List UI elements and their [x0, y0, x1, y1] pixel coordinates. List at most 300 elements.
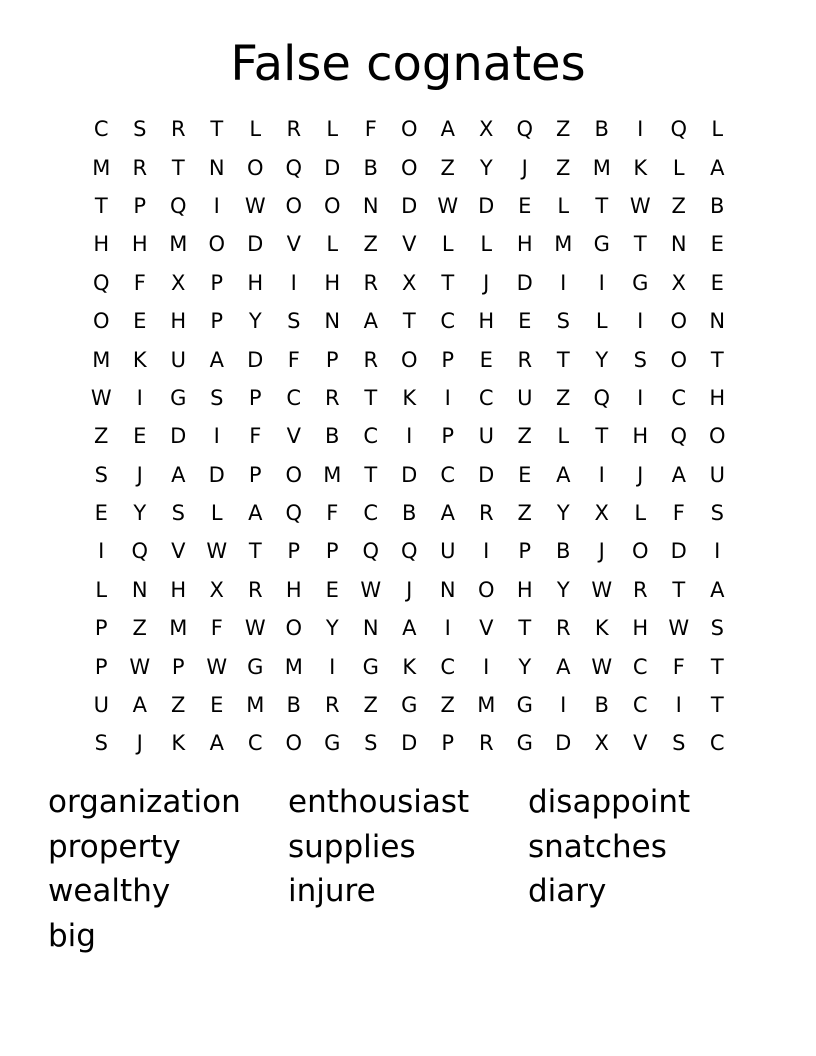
- puzzle-letter: I: [598, 270, 605, 295]
- puzzle-letter: M: [477, 693, 496, 718]
- puzzle-letter: T: [248, 539, 262, 564]
- puzzle-letter: B: [286, 693, 301, 718]
- puzzle-letter: I: [213, 193, 220, 218]
- puzzle-letter: X: [479, 117, 494, 142]
- puzzle-letter: D: [170, 424, 187, 449]
- puzzle-letter: E: [133, 424, 147, 449]
- puzzle-letter: F: [364, 117, 377, 142]
- puzzle-letter: J: [136, 731, 143, 756]
- puzzle-letter: A: [440, 501, 455, 526]
- puzzle-letter: J: [136, 462, 143, 487]
- puzzle-letter: A: [363, 309, 378, 334]
- puzzle-letter: I: [444, 385, 451, 410]
- puzzle-letter: S: [287, 309, 301, 334]
- puzzle-letter: E: [518, 309, 532, 334]
- puzzle-letter: J: [598, 539, 605, 564]
- puzzle-letter: B: [402, 501, 417, 526]
- puzzle-letter: H: [324, 270, 341, 295]
- puzzle-letter: G: [516, 731, 533, 756]
- puzzle-letter: G: [593, 232, 610, 257]
- puzzle-letter: D: [478, 462, 495, 487]
- puzzle-letter: W: [244, 616, 266, 641]
- puzzle-letter: A: [556, 462, 571, 487]
- puzzle-letter: P: [325, 539, 339, 564]
- puzzle-letter: M: [323, 462, 342, 487]
- puzzle-letter: Y: [556, 577, 570, 602]
- puzzle-letter: C: [247, 731, 263, 756]
- puzzle-letter: I: [637, 309, 644, 334]
- word-list-item: enthousiast: [288, 784, 470, 820]
- puzzle-letter: P: [94, 616, 108, 641]
- puzzle-letter: H: [93, 232, 110, 257]
- puzzle-letter: Z: [671, 193, 686, 218]
- puzzle-letter: N: [439, 577, 456, 602]
- word-list-item: big: [48, 918, 96, 955]
- puzzle-letter: L: [441, 232, 454, 257]
- puzzle-letter: D: [247, 347, 264, 372]
- puzzle-letter: A: [402, 616, 417, 641]
- puzzle-letter: P: [287, 539, 301, 564]
- puzzle-letter: G: [401, 693, 418, 718]
- puzzle-letter: Z: [556, 385, 571, 410]
- puzzle-letter: C: [632, 693, 648, 718]
- puzzle-letter: U: [709, 462, 725, 487]
- puzzle-letter: U: [517, 385, 533, 410]
- puzzle-letter: A: [440, 117, 455, 142]
- puzzle-letter: I: [598, 462, 605, 487]
- word-list-item: injure: [288, 873, 376, 910]
- puzzle-letter: J: [406, 577, 413, 602]
- puzzle-letter: X: [594, 731, 609, 756]
- puzzle-letter: L: [557, 424, 570, 449]
- word-list-item: diary: [528, 873, 607, 910]
- puzzle-letter: T: [710, 347, 724, 372]
- puzzle-letter: D: [401, 731, 418, 756]
- puzzle-letter: R: [324, 693, 340, 718]
- puzzle-letter: D: [555, 731, 572, 756]
- puzzle-letter: C: [632, 654, 648, 679]
- puzzle-letter: M: [284, 654, 303, 679]
- word-list-item: snatches: [528, 828, 667, 865]
- word-list-item: organization: [48, 784, 241, 820]
- puzzle-letter: I: [675, 693, 682, 718]
- puzzle-letter: Z: [440, 693, 455, 718]
- puzzle-letter: W: [360, 577, 382, 602]
- puzzle-letter: A: [710, 577, 725, 602]
- puzzle-letter: E: [518, 193, 532, 218]
- puzzle-letter: V: [171, 539, 186, 564]
- puzzle-letter: P: [441, 424, 455, 449]
- puzzle-letter: J: [521, 155, 528, 180]
- puzzle-letter: G: [247, 654, 264, 679]
- puzzle-letter: K: [594, 616, 609, 641]
- puzzle-letter: H: [247, 270, 264, 295]
- puzzle-letter: P: [518, 539, 532, 564]
- puzzle-letter: Y: [556, 501, 570, 526]
- puzzle-letter: S: [710, 616, 724, 641]
- puzzle-letter: F: [249, 424, 262, 449]
- puzzle-letter: F: [672, 501, 685, 526]
- puzzle-letter: H: [170, 309, 187, 334]
- puzzle-letter: Z: [556, 117, 571, 142]
- puzzle-letter: A: [556, 654, 571, 679]
- puzzle-letter: R: [478, 731, 494, 756]
- puzzle-letter: M: [92, 347, 111, 372]
- puzzle-letter: P: [133, 193, 147, 218]
- puzzle-letter: R: [363, 347, 379, 372]
- puzzle-letter: Z: [94, 424, 109, 449]
- puzzle-letter: B: [594, 693, 609, 718]
- puzzle-letter: R: [517, 347, 533, 372]
- puzzle-letter: Y: [248, 309, 262, 334]
- puzzle-letter: L: [326, 117, 339, 142]
- puzzle-letter: V: [402, 232, 417, 257]
- puzzle-letter: Y: [595, 347, 609, 372]
- puzzle-letter: C: [93, 117, 109, 142]
- puzzle-grid: [82, 110, 736, 763]
- puzzle-letter: W: [206, 654, 228, 679]
- puzzle-letter: T: [518, 616, 532, 641]
- puzzle-letter: E: [710, 270, 724, 295]
- puzzle-letter: M: [169, 616, 188, 641]
- puzzle-letter: D: [670, 539, 687, 564]
- puzzle-letter: C: [440, 654, 456, 679]
- puzzle-letter: W: [591, 577, 613, 602]
- word-list-item: disappoint: [528, 784, 691, 820]
- puzzle-letter: C: [286, 385, 302, 410]
- puzzle-letter: R: [324, 385, 340, 410]
- puzzle-letter: A: [671, 462, 686, 487]
- puzzle-letter: Z: [363, 693, 378, 718]
- puzzle-letter: G: [632, 270, 649, 295]
- puzzle-letter: L: [249, 117, 262, 142]
- puzzle-letter: O: [92, 309, 110, 334]
- puzzle-letter: Q: [169, 193, 187, 218]
- puzzle-letter: L: [595, 309, 608, 334]
- puzzle-letter: X: [402, 270, 417, 295]
- puzzle-letter: N: [362, 193, 379, 218]
- puzzle-letter: I: [98, 539, 105, 564]
- puzzle-letter: Q: [670, 117, 688, 142]
- puzzle-letter: K: [402, 385, 417, 410]
- puzzle-letter: N: [362, 616, 379, 641]
- word-list-item: property: [48, 828, 181, 865]
- puzzle-letter: W: [668, 616, 690, 641]
- puzzle-letter: I: [213, 424, 220, 449]
- puzzle-letter: L: [711, 117, 724, 142]
- puzzle-letter: M: [592, 155, 611, 180]
- puzzle-letter: U: [440, 539, 456, 564]
- puzzle-letter: I: [406, 424, 413, 449]
- puzzle-letter: S: [94, 731, 108, 756]
- puzzle-letter: D: [401, 193, 418, 218]
- puzzle-letter: L: [95, 577, 108, 602]
- puzzle-letter: C: [363, 424, 379, 449]
- puzzle-letter: R: [132, 155, 148, 180]
- puzzle-letter: Q: [362, 539, 380, 564]
- puzzle-letter: A: [248, 501, 263, 526]
- puzzle-letter: T: [710, 693, 724, 718]
- puzzle-letter: Q: [92, 270, 110, 295]
- puzzle-letter: Q: [670, 424, 688, 449]
- puzzle-letter: T: [94, 193, 108, 218]
- puzzle-letter: U: [478, 424, 494, 449]
- puzzle-letter: J: [637, 462, 644, 487]
- puzzle-letter: Q: [285, 155, 303, 180]
- puzzle-letter: O: [285, 462, 303, 487]
- puzzle-letter: Q: [593, 385, 611, 410]
- page-title: False cognates: [230, 36, 586, 92]
- puzzle-letter: H: [285, 577, 302, 602]
- puzzle-letter: K: [171, 731, 186, 756]
- puzzle-letter: O: [246, 155, 264, 180]
- puzzle-letter: E: [479, 347, 493, 372]
- puzzle-letter: M: [554, 232, 573, 257]
- puzzle-letter: P: [94, 654, 108, 679]
- puzzle-letter: I: [444, 616, 451, 641]
- puzzle-letter: R: [363, 270, 379, 295]
- puzzle-letter: B: [363, 155, 378, 180]
- puzzle-letter: T: [595, 424, 609, 449]
- puzzle-letter: Z: [171, 693, 186, 718]
- puzzle-letter: T: [595, 193, 609, 218]
- puzzle-letter: M: [246, 693, 265, 718]
- puzzle-letter: A: [171, 462, 186, 487]
- puzzle-letter: K: [402, 654, 417, 679]
- puzzle-letter: K: [132, 347, 147, 372]
- puzzle-letter: R: [632, 577, 648, 602]
- puzzle-letter: I: [637, 385, 644, 410]
- puzzle-letter: H: [131, 232, 148, 257]
- puzzle-letter: V: [286, 424, 301, 449]
- puzzle-letter: F: [210, 616, 223, 641]
- puzzle-letter: L: [557, 193, 570, 218]
- puzzle-letter: O: [323, 193, 341, 218]
- puzzle-letter: I: [329, 654, 336, 679]
- puzzle-letter: L: [672, 155, 685, 180]
- puzzle-letter: B: [325, 424, 340, 449]
- puzzle-letter: S: [633, 347, 647, 372]
- puzzle-letter: O: [285, 616, 303, 641]
- puzzle-letter: X: [594, 501, 609, 526]
- puzzle-letter: T: [556, 347, 570, 372]
- puzzle-letter: W: [206, 539, 228, 564]
- puzzle-letter: Q: [400, 539, 418, 564]
- puzzle-letter: F: [326, 501, 339, 526]
- puzzle-letter: G: [362, 654, 379, 679]
- puzzle-letter: N: [670, 232, 687, 257]
- puzzle-letter: T: [171, 155, 185, 180]
- puzzle-letter: R: [170, 117, 186, 142]
- puzzle-letter: Q: [285, 501, 303, 526]
- puzzle-letter: B: [594, 117, 609, 142]
- puzzle-letter: M: [92, 155, 111, 180]
- puzzle-letter: Y: [133, 501, 147, 526]
- puzzle-letter: L: [210, 501, 223, 526]
- puzzle-letter: E: [325, 577, 339, 602]
- puzzle-letter: D: [478, 193, 495, 218]
- puzzle-letter: T: [364, 385, 378, 410]
- puzzle-letter: Q: [131, 539, 149, 564]
- puzzle-letter: O: [285, 731, 303, 756]
- puzzle-letter: S: [210, 385, 224, 410]
- puzzle-letter: T: [364, 462, 378, 487]
- puzzle-letter: C: [709, 731, 725, 756]
- puzzle-letter: A: [209, 731, 224, 756]
- puzzle-letter: O: [477, 577, 495, 602]
- puzzle-letter: S: [133, 117, 147, 142]
- puzzle-letter: L: [634, 501, 647, 526]
- puzzle-letter: P: [441, 347, 455, 372]
- puzzle-letter: O: [208, 232, 226, 257]
- puzzle-letter: L: [480, 232, 493, 257]
- puzzle-letter: Y: [479, 155, 493, 180]
- puzzle-letter: H: [516, 232, 533, 257]
- puzzle-letter: G: [170, 385, 187, 410]
- puzzle-letter: T: [441, 270, 455, 295]
- puzzle-letter: O: [631, 539, 649, 564]
- puzzle-letter: N: [131, 577, 148, 602]
- puzzle-letter: A: [710, 155, 725, 180]
- puzzle-letter: Y: [325, 616, 339, 641]
- puzzle-letter: F: [672, 654, 685, 679]
- puzzle-letter: Z: [132, 616, 147, 641]
- puzzle-letter: D: [247, 232, 264, 257]
- puzzle-letter: Z: [517, 424, 532, 449]
- puzzle-letter: I: [290, 270, 297, 295]
- word-list: [48, 780, 768, 959]
- puzzle-letter: J: [483, 270, 490, 295]
- puzzle-letter: E: [94, 501, 108, 526]
- puzzle-letter: H: [170, 577, 187, 602]
- puzzle-letter: L: [326, 232, 339, 257]
- puzzle-letter: I: [560, 270, 567, 295]
- puzzle-letter: P: [248, 385, 262, 410]
- puzzle-letter: P: [210, 270, 224, 295]
- puzzle-letter: Z: [440, 155, 455, 180]
- puzzle-letter: F: [133, 270, 146, 295]
- puzzle-letter: S: [556, 309, 570, 334]
- puzzle-letter: S: [94, 462, 108, 487]
- puzzle-letter: O: [400, 117, 418, 142]
- puzzle-letter: B: [710, 193, 725, 218]
- puzzle-letter: F: [287, 347, 300, 372]
- puzzle-letter: U: [93, 693, 109, 718]
- puzzle-letter: S: [672, 731, 686, 756]
- puzzle-letter: W: [90, 385, 112, 410]
- puzzle-letter: R: [286, 117, 302, 142]
- puzzle-letter: P: [248, 462, 262, 487]
- word-list-item: supplies: [288, 828, 416, 865]
- puzzle-letter: S: [171, 501, 185, 526]
- puzzle-letter: Z: [556, 155, 571, 180]
- puzzle-letter: H: [632, 424, 649, 449]
- puzzle-letter: N: [709, 309, 726, 334]
- puzzle-letter: V: [286, 232, 301, 257]
- puzzle-letter: T: [633, 232, 647, 257]
- puzzle-letter: Q: [516, 117, 534, 142]
- puzzle-letter: N: [324, 309, 341, 334]
- puzzle-letter: U: [170, 347, 186, 372]
- puzzle-letter: X: [671, 270, 686, 295]
- puzzle-letter: C: [440, 462, 456, 487]
- puzzle-letter: W: [629, 193, 651, 218]
- puzzle-letter: Z: [363, 232, 378, 257]
- puzzle-letter: P: [210, 309, 224, 334]
- puzzle-letter: V: [479, 616, 494, 641]
- puzzle-letter: C: [363, 501, 379, 526]
- puzzle-letter: C: [440, 309, 456, 334]
- puzzle-letter: W: [129, 654, 151, 679]
- puzzle-letter: I: [483, 654, 490, 679]
- puzzle-letter: T: [672, 577, 686, 602]
- puzzle-letter: S: [710, 501, 724, 526]
- puzzle-letter: N: [208, 155, 225, 180]
- puzzle-letter: X: [209, 577, 224, 602]
- puzzle-letter: I: [637, 117, 644, 142]
- puzzle-letter: H: [516, 577, 533, 602]
- puzzle-letter: E: [710, 232, 724, 257]
- puzzle-letter: W: [591, 654, 613, 679]
- puzzle-letter: T: [402, 309, 416, 334]
- puzzle-letter: I: [136, 385, 143, 410]
- puzzle-letter: P: [441, 731, 455, 756]
- puzzle-letter: T: [210, 117, 224, 142]
- puzzle-letter: D: [324, 155, 341, 180]
- puzzle-letter: P: [325, 347, 339, 372]
- puzzle-letter: K: [633, 155, 648, 180]
- puzzle-letter: D: [516, 270, 533, 295]
- puzzle-letter: E: [518, 462, 532, 487]
- puzzle-letter: O: [400, 155, 418, 180]
- puzzle-letter: I: [483, 539, 490, 564]
- puzzle-letter: O: [400, 347, 418, 372]
- puzzle-letter: P: [171, 654, 185, 679]
- puzzle-letter: H: [478, 309, 495, 334]
- puzzle-letter: H: [709, 385, 726, 410]
- puzzle-letter: X: [171, 270, 186, 295]
- puzzle-letter: G: [516, 693, 533, 718]
- puzzle-letter: O: [708, 424, 726, 449]
- puzzle-letter: A: [132, 693, 147, 718]
- puzzle-letter: E: [133, 309, 147, 334]
- puzzle-letter: O: [670, 347, 688, 372]
- puzzle-letter: O: [670, 309, 688, 334]
- puzzle-letter: H: [632, 616, 649, 641]
- puzzle-letter: B: [556, 539, 571, 564]
- puzzle-letter: Y: [518, 654, 532, 679]
- puzzle-letter: R: [247, 577, 263, 602]
- puzzle-letter: S: [364, 731, 378, 756]
- word-list-item: wealthy: [48, 873, 171, 910]
- puzzle-letter: W: [244, 193, 266, 218]
- puzzle-letter: C: [671, 385, 687, 410]
- puzzle-letter: E: [210, 693, 224, 718]
- puzzle-letter: W: [437, 193, 459, 218]
- puzzle-letter: R: [555, 616, 571, 641]
- puzzle-letter: O: [285, 193, 303, 218]
- puzzle-letter: G: [324, 731, 341, 756]
- puzzle-letter: I: [560, 693, 567, 718]
- puzzle-letter: D: [401, 462, 418, 487]
- puzzle-letter: A: [209, 347, 224, 372]
- puzzle-letter: C: [478, 385, 494, 410]
- puzzle-letter: Z: [517, 501, 532, 526]
- puzzle-letter: V: [633, 731, 648, 756]
- puzzle-letter: R: [478, 501, 494, 526]
- puzzle-letter: M: [169, 232, 188, 257]
- puzzle-letter: T: [710, 654, 724, 679]
